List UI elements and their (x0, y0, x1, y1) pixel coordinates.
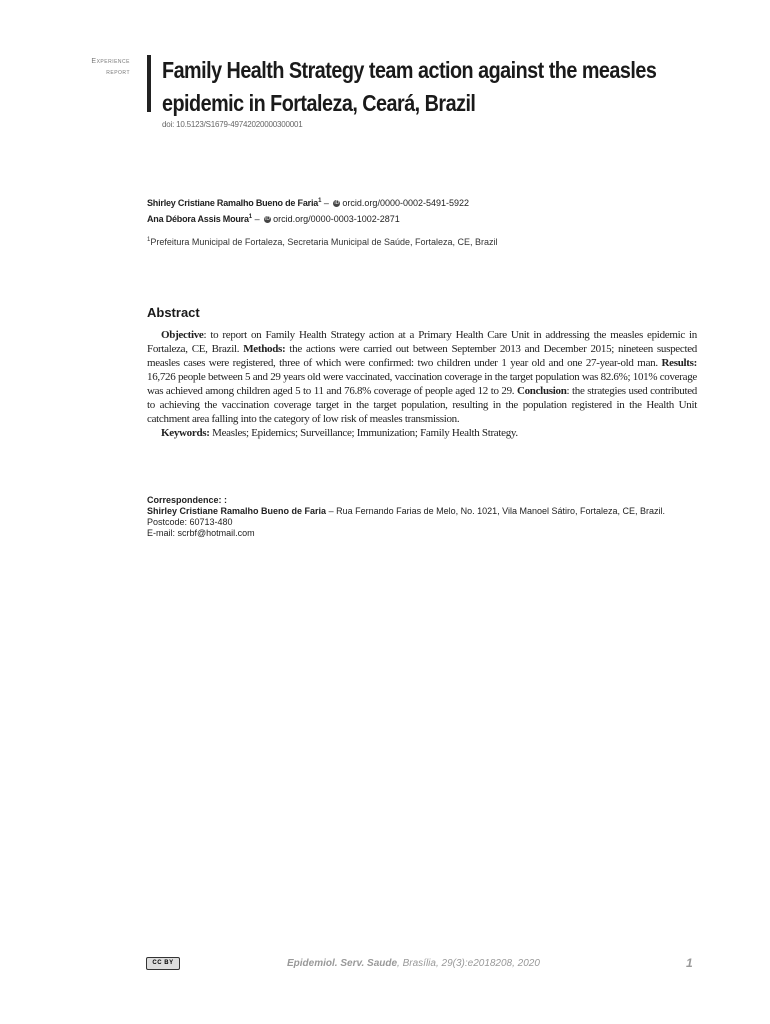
abstract-paragraph (147, 328, 697, 426)
affiliation-text: Prefeitura Municipal de Fortaleza, Secretaria Municipal de Saúde, Fortaleza, CE, Brazil (150, 237, 498, 247)
methods-label: Methods: (243, 343, 286, 355)
title-line-2: epidemic in Fortaleza, Ceará, Brazil (162, 90, 476, 116)
methods-text: the actions were carried out between September 2013 and December 2015; nineteen suspected measles cases were registered, three of which were confirmed: two children under 1 year old and one 27-year-old man. (147, 343, 697, 369)
author-item (147, 194, 469, 210)
author-list (147, 194, 469, 226)
orcid-link[interactable]: orcid.org/0000-0003-1002-2871 (273, 214, 400, 224)
article-title (162, 54, 657, 120)
author-affiliation-mark: 1 (248, 214, 253, 220)
title-line-1: Family Health Strategy team action against the measles (162, 57, 657, 83)
keywords-text: Measles; Epidemics; Surveillance; Immunization; Family Health Strategy. (209, 427, 518, 439)
correspondence-address: – Rua Fernando Farias de Melo, No. 1021, Vila Manoel Sátiro, Fortaleza, CE, Brazil. (326, 506, 666, 516)
conclusion-text: : the strategies used contributed to achieving the vaccination coverage target in the target population, resulting in the population registered in the Health Unit catchment area falling into the category of low risk of measles transmission. (147, 385, 697, 425)
objective-label: Objective (161, 329, 204, 341)
abstract-body (147, 328, 697, 440)
correspondence-postcode: Postcode: 60713-480 (147, 517, 233, 527)
title-rule (147, 55, 151, 112)
author-separator: – (252, 214, 263, 224)
orcid-link[interactable]: orcid.org/0000-0002-5491-5922 (342, 198, 470, 208)
citation-details: , Brasília, 29(3):e2018208, 2020 (397, 958, 540, 969)
affiliation (147, 237, 498, 247)
abstract-heading: Abstract (147, 305, 200, 320)
page-number: 1 (686, 956, 693, 970)
objective-text: : to report on Family Health Strategy action at a Primary Health Care Unit in addressing the measles epidemic in Fortaleza, CE, Brazil. (147, 329, 697, 355)
correspondence-email[interactable]: E-mail: scrbf@hotmail.com (147, 528, 255, 538)
keywords (147, 426, 697, 440)
author-name: Shirley Cristiane Ramalho Bueno de Faria (147, 198, 319, 208)
results-text: 16,726 people between 5 and 29 years old were vaccinated, vaccination coverage in the target population was 82.6%; 101% coverage was achieved among children aged 5 to 11 and 76.8% coverage of people aged 12 to 29. (147, 371, 697, 397)
journal-name: Epidemiol. Serv. Saude (287, 958, 398, 969)
conclusion-label: Conclusion (516, 385, 567, 397)
correspondence-address-line (147, 506, 665, 517)
section-tag-line2: report (106, 69, 130, 76)
orcid-icon: iD (265, 215, 271, 222)
orcid-icon: iD (334, 199, 340, 206)
section-tag-line1: Experience (91, 58, 130, 65)
section-tag (60, 56, 130, 78)
author-separator: – (321, 198, 332, 208)
footer-citation (287, 958, 540, 969)
keywords-label: Keywords: (161, 427, 210, 439)
author-name: Ana Débora Assis Moura (147, 214, 249, 224)
affiliation-mark: 1 (147, 237, 151, 243)
doi[interactable]: doi: 10.5123/S1679-49742020000300001 (162, 120, 303, 129)
cc-license-badge[interactable]: CC BY (146, 957, 180, 970)
correspondence-name: Shirley Cristiane Ramalho Bueno de Faria (147, 506, 327, 516)
author-affiliation-mark: 1 (318, 198, 322, 204)
author-item (147, 210, 469, 226)
correspondence (147, 495, 665, 539)
results-label: Results: (661, 357, 697, 369)
correspondence-label: Correspondence: : (147, 495, 228, 505)
